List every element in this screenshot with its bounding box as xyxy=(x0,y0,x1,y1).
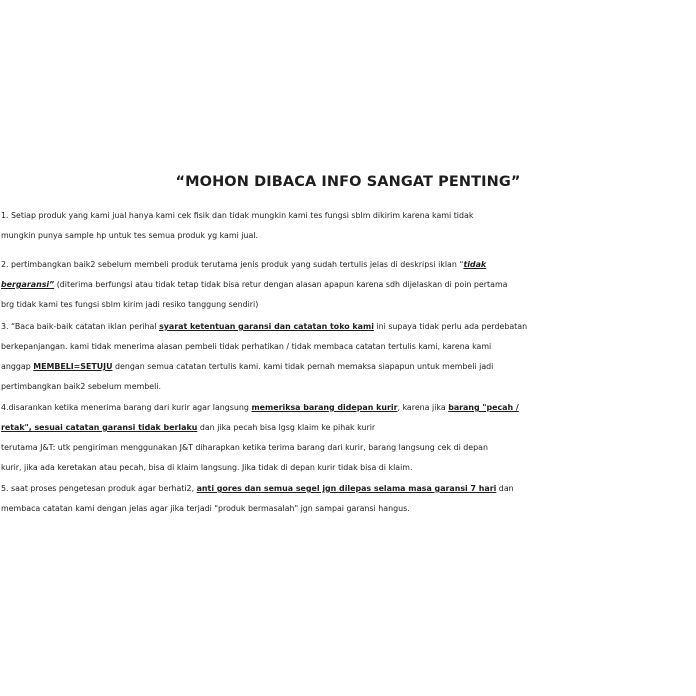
paragraph-line xyxy=(1,357,695,377)
text-run: (diterima berfungsi atau tidak tetap tidak bisa retur dengan alasan apapun karena sdh dijelaskan di poin pertama xyxy=(54,280,508,289)
text-run: terutama J&T: utk pengiriman menggunakan J&T diharapkan ketika terima barang dari kurir, barang langsung cek di depan xyxy=(1,443,489,452)
text-run: membaca catatan kami dengan jelas agar jika terjadi "produk bermasalah" jgn sampai garansi hangus. xyxy=(1,504,410,513)
emphasis-text: barang "pecah / xyxy=(448,403,519,412)
paragraph-2 xyxy=(1,255,695,315)
text-run: dan jika pecah bisa lgsg klaim ke pihak kurir xyxy=(197,423,376,432)
paragraph-4 xyxy=(1,398,695,478)
paragraph-line xyxy=(1,499,695,519)
page-title: “MOHON DIBACA INFO SANGAT PENTING” xyxy=(175,174,521,190)
emphasis-text: retak", sesuai catatan garansi tidak berlaku xyxy=(1,423,198,432)
emphasis-text: anti gores dan semua segel jgn dilepas selama masa garansi 7 hari xyxy=(196,484,497,493)
paragraph-line xyxy=(1,479,695,499)
paragraph-line xyxy=(1,458,695,478)
paragraph-5 xyxy=(1,479,695,519)
paragraph-3 xyxy=(1,317,695,397)
emphasis-text: bergaransi” xyxy=(1,280,55,289)
text-run: mungkin punya sample hp untuk tes semua produk yg kami jual. xyxy=(1,231,259,240)
paragraph-line xyxy=(1,255,695,275)
paragraph-line xyxy=(1,295,695,315)
text-run: berkepanjangan. kami tidak menerima alasan pembeli tidak perhatikan / tidak membaca catatan tertulis kami, karena kami xyxy=(1,342,492,351)
text-run: 1. Setiap produk yang kami jual hanya kami cek fisik dan tidak mungkin kami tes fungsi sblm dikirim karena kami tidak xyxy=(1,211,474,220)
paragraph-line xyxy=(1,438,695,458)
text-run: brg tidak kami tes fungsi sblm kirim jadi resiko tanggung sendiri) xyxy=(1,300,259,309)
emphasis-text: memeriksa barang didepan kurir xyxy=(251,403,398,412)
paragraph-line xyxy=(1,418,695,438)
paragraph-line xyxy=(1,317,695,337)
text-run: 4.disarankan ketika menerima barang dari kurir agar langsung xyxy=(1,403,252,412)
paragraph-line xyxy=(1,226,695,246)
paragraph-1 xyxy=(1,206,695,246)
paragraph-line xyxy=(1,206,695,226)
text-run: dengan semua catatan tertulis kami. kami tidak pernah memaksa siapapun untuk membeli jadi xyxy=(112,362,494,371)
paragraph-line xyxy=(1,337,695,357)
text-run: kurir, jika ada keretakan atau pecah, bisa di klaim langsung. Jika tidak di depan kurir tidak bisa di klaim. xyxy=(1,463,413,472)
paragraph-line xyxy=(1,377,695,397)
text-run: 5. saat proses pengetesan produk agar berhati2, xyxy=(1,484,197,493)
paragraph-line xyxy=(1,275,695,295)
paragraph-line xyxy=(1,398,695,418)
text-run: pertimbangkan baik2 sebelum membeli. xyxy=(1,382,162,391)
text-run: anggap xyxy=(1,362,34,371)
emphasis-text: syarat ketentuan garansi dan catatan toko kami xyxy=(159,322,374,331)
text-run: ini supaya tidak perlu ada perdebatan xyxy=(373,322,528,331)
text-run: 2. pertimbangkan baik2 sebelum membeli produk terutama jenis produk yang sudah tertulis jelas di deskripsi iklan “ xyxy=(1,260,464,269)
text-run: dan xyxy=(496,484,514,493)
text-run: , karena jika xyxy=(397,403,449,412)
emphasis-text: tidak xyxy=(463,260,487,269)
text-run: 3. “Baca baik-baik catatan iklan perihal xyxy=(1,322,160,331)
emphasis-text: MEMBELI=SETUJU xyxy=(33,362,113,371)
